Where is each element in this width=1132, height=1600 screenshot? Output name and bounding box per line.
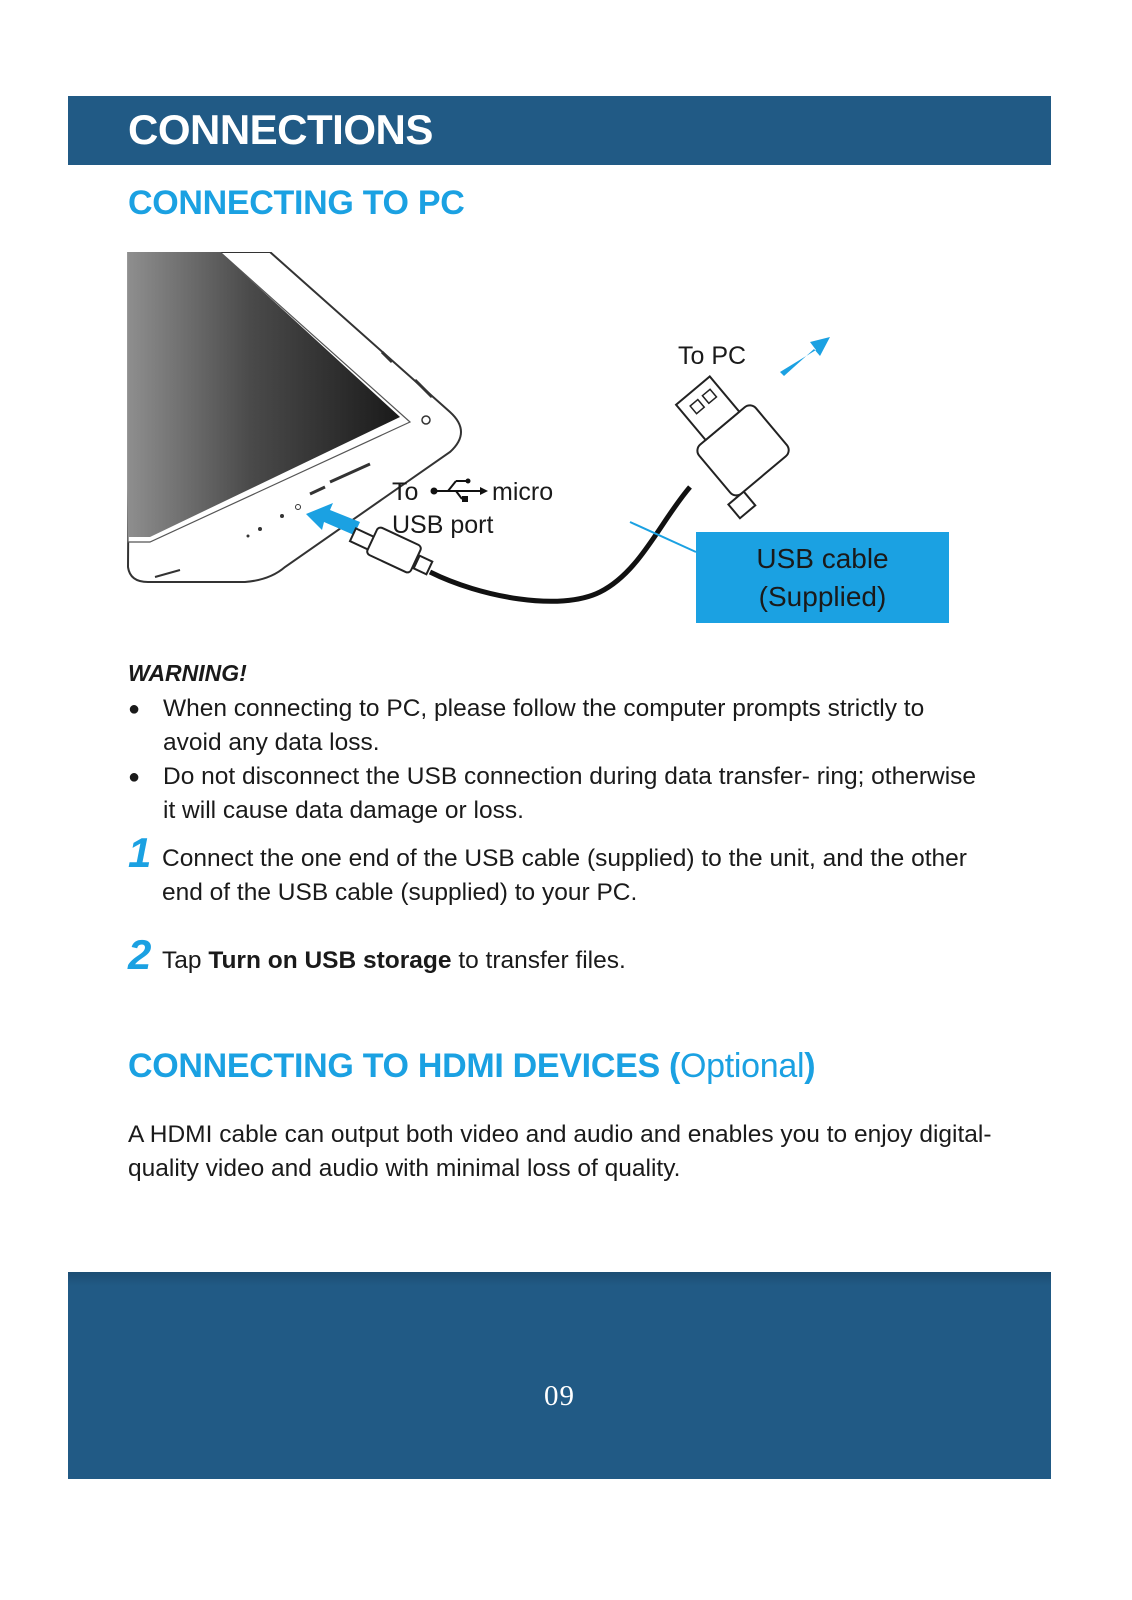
- port-label-usb-port: USB port: [392, 511, 494, 539]
- page-title: CONNECTIONS: [128, 106, 433, 153]
- warning-text: When connecting to PC, please follow the computer prompts strictly to avoid any data loss.: [163, 695, 925, 756]
- step-text-bold: Turn on USB storage: [208, 947, 452, 974]
- section-title-hdmi-optional: Optional: [680, 1047, 805, 1085]
- bullet-icon: ●: [128, 766, 141, 788]
- to-pc-arrow: [780, 337, 830, 376]
- warning-item: [128, 692, 988, 760]
- usb-a-plug: [658, 367, 804, 518]
- usb-icon: [431, 479, 489, 503]
- page-number: 09: [544, 1380, 575, 1412]
- usb-cable-callout: [696, 532, 949, 623]
- section-title-hdmi-paren-close: ): [804, 1047, 816, 1085]
- hdmi-description: A HDMI cable can output both video and audio and enables you to enjoy digital-quality video and audio with minimal loss of quality.: [128, 1121, 992, 1182]
- usb-connection-figure: [120, 252, 960, 632]
- step-text-before: Tap: [162, 947, 209, 974]
- section-title-hdmi-paren-open: (: [668, 1047, 681, 1085]
- step-text-after: to transfer files.: [451, 947, 626, 974]
- warning-text: Do not disconnect the USB connection during data transfer- ring; otherwise it will cause data damage or loss.: [163, 763, 977, 824]
- warning-list: [128, 692, 988, 828]
- step-number: 1: [128, 829, 152, 876]
- cable-box-line2: (Supplied): [758, 580, 887, 612]
- step-2: [128, 931, 1008, 978]
- port-label-micro: micro: [492, 478, 554, 506]
- step-text: Connect the one end of the USB cable (supplied) to the unit, and the other end of the USB cable (supplied) to your PC.: [162, 845, 967, 906]
- bullet-icon: ●: [128, 698, 141, 720]
- warning-label: WARNING!: [128, 660, 247, 686]
- step-text: [128, 944, 1008, 978]
- warning-item: [128, 760, 988, 828]
- to-pc-label: To PC: [678, 342, 747, 370]
- footer-bar: [68, 1272, 1051, 1479]
- cable-box-line1: USB cable: [756, 542, 889, 574]
- header-bar: [68, 96, 1051, 165]
- step-number: 2: [128, 931, 152, 978]
- section-title-hdmi: [128, 1047, 815, 1086]
- section-title-pc: CONNECTING TO PC: [128, 184, 465, 222]
- section-title-hdmi-main: CONNECTING TO HDMI DEVICES: [128, 1047, 669, 1085]
- usb-cable: [430, 487, 690, 601]
- port-label-to: To: [392, 478, 419, 506]
- step-1: [128, 829, 1008, 910]
